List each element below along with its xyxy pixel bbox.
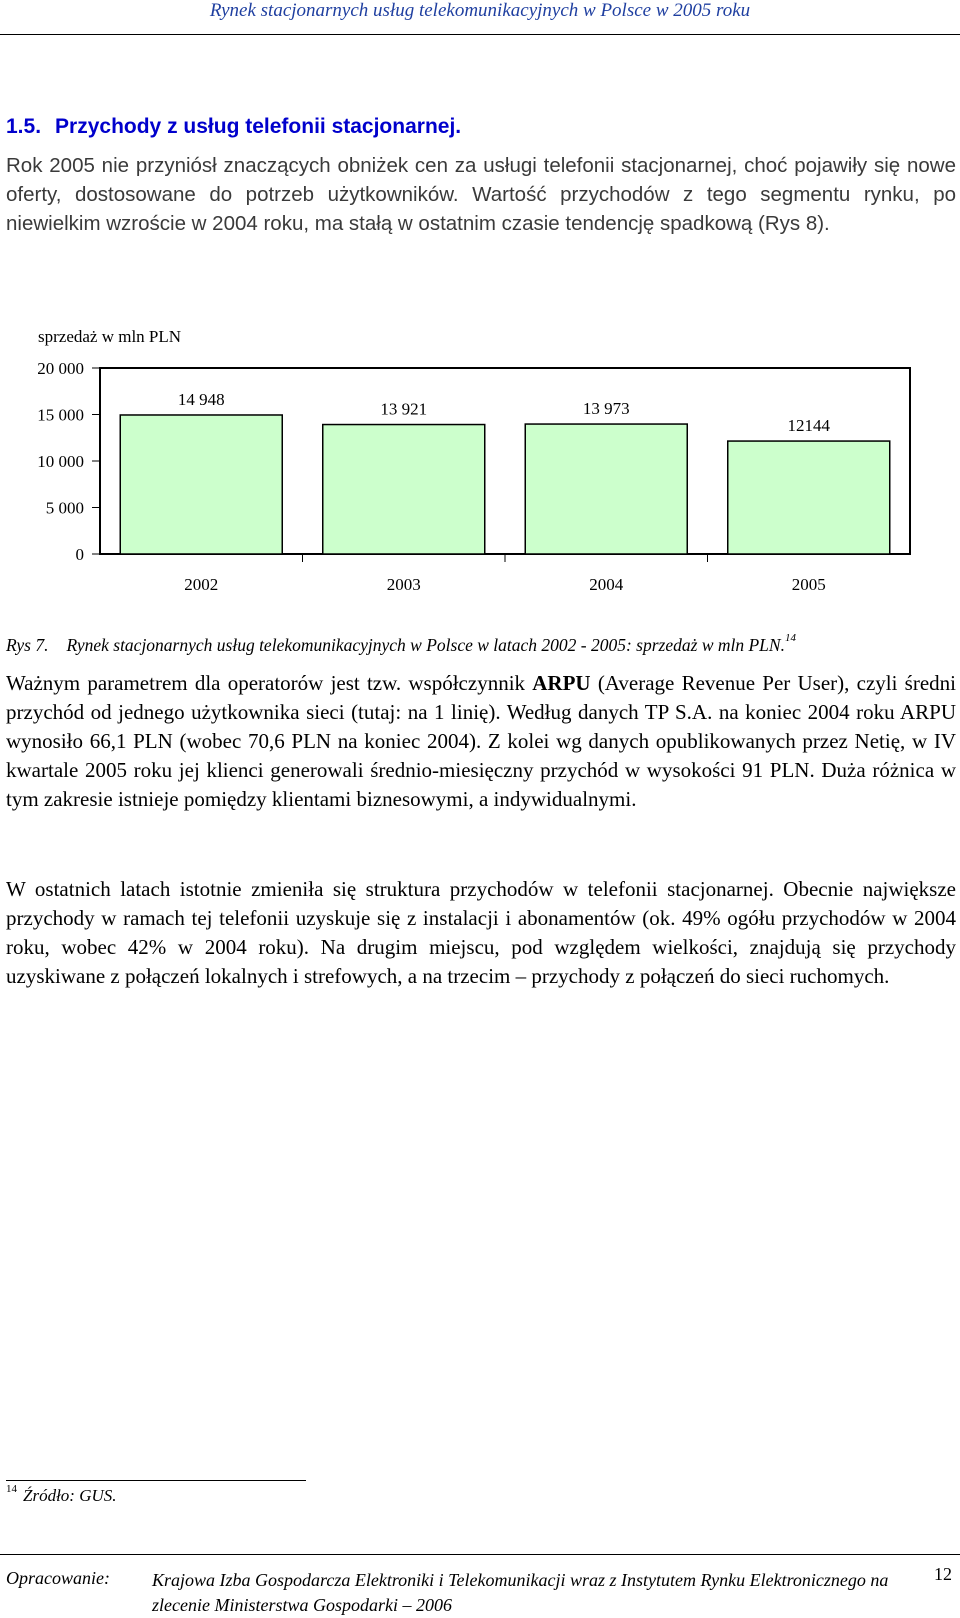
chart-y-axis-label: sprzedaż w mln PLN	[38, 327, 182, 346]
intro-paragraph: Rok 2005 nie przyniósł znaczących obniżek cen za usługi telefonii stacjonarnej, choć pojawiły się nowe oferty, dostosowane do potrzeb użytkowników. Wartość przychodów z tego segmentu rynku, po niewielkim wzroście w 2004 roku, ma stałą w ostatnim czasie tendencję spadkową (Rys 8).	[6, 154, 956, 235]
y-tick-label: 5 000	[45, 498, 84, 518]
caption-label: Rys 7.	[6, 635, 49, 655]
bar-value-label: 12144	[787, 416, 830, 436]
x-tick-label: 2002	[184, 575, 219, 594]
footer-label: Opracowanie:	[6, 1568, 110, 1588]
y-axis-ticks	[37, 359, 100, 564]
bar	[728, 441, 890, 554]
arpu-paragraph	[6, 669, 956, 814]
x-tick-label: 2003	[386, 575, 421, 594]
arpu-paragraph-post: (Average Revenue Per User), czyli średni przychód od jednego użytkownika sieci (tutaj: na 1 linię). Według danych TP S.A. na koniec 2004 roku ARPU wynosiło 66,1 PLN (wobec 70,6 PLN na koniec 2004). Z kolei wg danych opublikowanych przez Netię, w IV kwartale 2005 roku jej klienci generowali średnio-miesięczny przychód w wysokości 91 PLN. Duża różnica w tym zakresie istnieje pomiędzy klientami biznesowymi, a indywidualnymi.	[6, 671, 956, 811]
x-tick-label: 2005	[791, 575, 826, 594]
page-header: Rynek stacjonarnych usług telekomunikacyjnych w Polsce w 2005 roku	[209, 0, 751, 21]
caption-text: Rynek stacjonarnych usług telekomunikacyjnych w Polsce w latach 2002 - 2005: sprzedaż w mln PLN.	[66, 635, 785, 655]
arpu-paragraph-pre: Ważnym parametrem dla operatorów jest tzw. współczynnik	[6, 671, 533, 695]
bar-value-label: 13 921	[380, 399, 428, 419]
section-title: Przychody z usług telefonii stacjonarnej.	[55, 115, 462, 138]
bar	[525, 424, 687, 554]
section-number: 1.5.	[6, 115, 42, 138]
footnote-number: 14	[6, 1483, 17, 1495]
bar	[120, 415, 282, 554]
revenue-bar-chart	[0, 320, 960, 610]
footnote-divider	[6, 1480, 306, 1481]
y-tick-label: 10 000	[37, 452, 84, 471]
bar	[323, 425, 485, 554]
section-heading	[6, 115, 475, 139]
footnote	[6, 1483, 117, 1506]
footer-divider	[0, 1554, 960, 1555]
footer-text: Krajowa Izba Gospodarcza Elektroniki i Telekomunikacji wraz z Instytutem Rynku Elektronicznego na zlecenie Ministerstwa Gospodarki – 2006	[152, 1570, 889, 1615]
figure-caption	[6, 632, 796, 656]
footnote-text: Źródło: GUS.	[23, 1486, 117, 1505]
x-axis-ticks	[184, 554, 826, 594]
y-tick-label: 0	[75, 545, 84, 564]
structure-paragraph: W ostatnich latach istotnie zmieniła się struktura przychodów w telefonii stacjonarnej. Obecnie największe przychody w ramach tej telefonii uzyskuje się z instalacji i abonamentów (ok. 49% ogółu przychodów w 2004 roku, wobec 42% w 2004 roku). Na drugim miejscu, pod względem wielkości, znajdują się przychody uzyskiwane z połączeń lokalnych i strefowych, a na trzecim – przychody z połączeń do sieci ruchomych.	[6, 877, 956, 988]
caption-footnote-ref: 14	[784, 632, 796, 644]
y-tick-label: 20 000	[37, 359, 84, 378]
y-tick-label: 15 000	[37, 405, 84, 425]
page-number: 12	[934, 1564, 952, 1584]
header-divider	[0, 34, 960, 35]
bar-value-label: 13 973	[582, 399, 630, 419]
bar-value-label: 14 948	[177, 389, 225, 409]
arpu-term: ARPU	[532, 671, 591, 695]
x-tick-label: 2004	[589, 575, 624, 594]
